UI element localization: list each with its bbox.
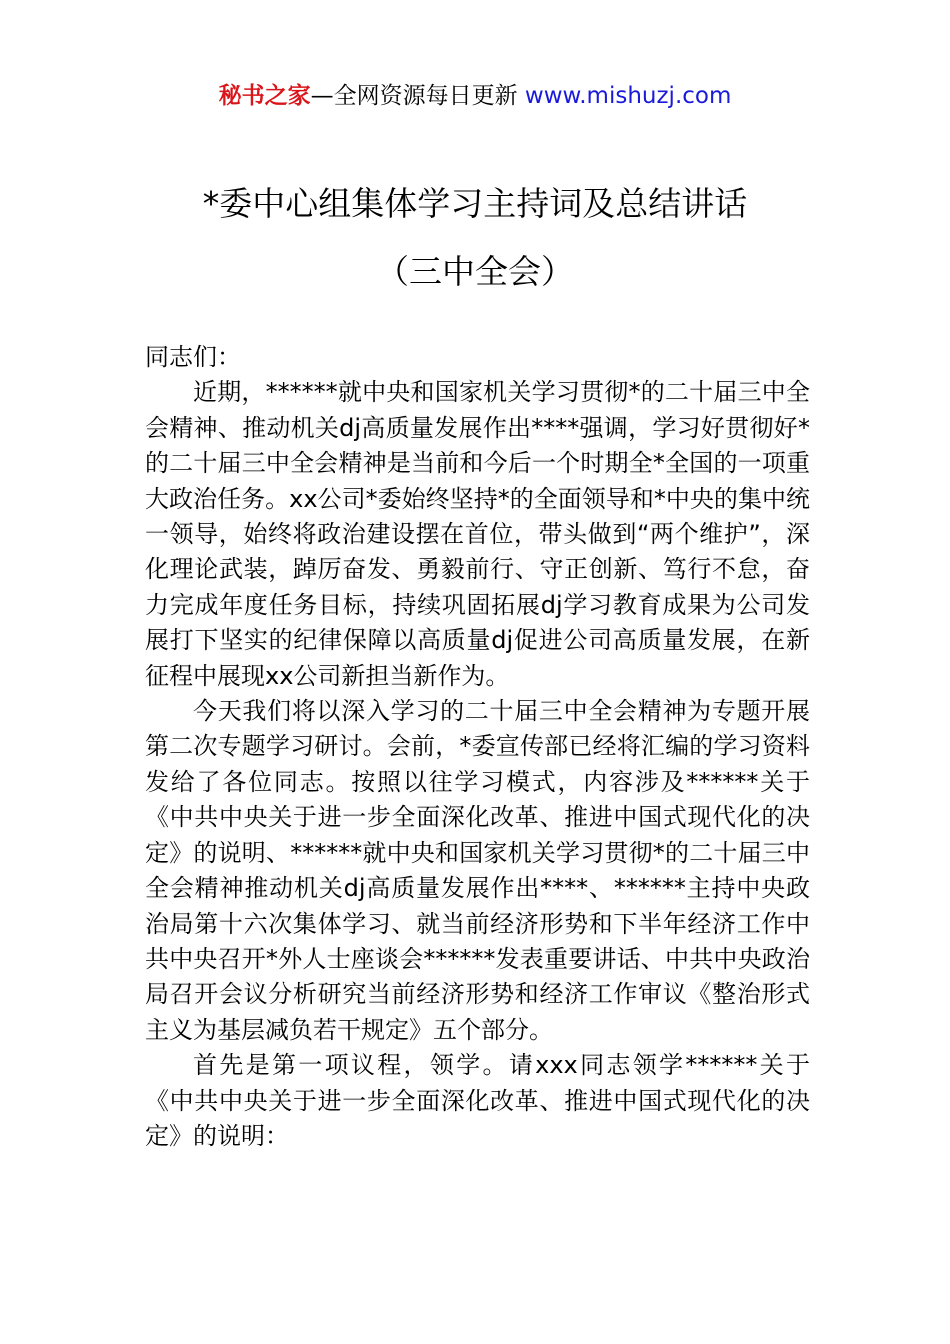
paragraph-3: 首先是第一项议程，领学。请xxx同志领学******关于《中共中央关于进一步全面深化改革、推进中国式现代化的决定》的说明： (145, 1051, 810, 1150)
document-title: *委中心组集体学习主持词及总结讲话 (202, 184, 748, 223)
site-brand: 秘书之家 (218, 83, 311, 109)
salutation: 同志们： (145, 343, 241, 371)
site-header (0, 80, 950, 112)
paragraph-2: 今天我们将以深入学习的二十届三中全会精神为专题开展第二次专题学习研讨。会前，*委宣传部已经将汇编的学习资料发给了各位同志。按照以往学习模式，内容涉及******关于《中共中央关于进一步全面深化改革、推进中国式现代化的决定》的说明、******就中央和国家机关学习贯彻*的二十届三中全会精神推动机关dj高质量发展作出****、******主持中央政治局第十六次集体学习、就当前经济形势和下半年经济工作中共中央召开*外人士座谈会******发表重要讲话、中共中央政治局召开会议分析研究当前经济形势和经济工作审议《整治形式主义为基层减负若干规定》五个部分。 (145, 697, 810, 1044)
site-url-link[interactable]: www.mishuzj.com (524, 83, 732, 109)
document-subtitle: （三中全会） (376, 252, 574, 291)
site-tagline: —全网资源每日更新 (310, 83, 525, 109)
paragraph-1: 近期，******就中央和国家机关学习贯彻*的二十届三中全会精神、推动机关dj高质量发展作出****强调，学习好贯彻好*的二十届三中全会精神是当前和今后一个时期全*全国的一项重大政治任务。xx公司*委始终坚持*的全面领导和*中央的集中统一领导，始终将政治建设摆在首位，带头做到“两个维护”，深化理论武装，踔厉奋发、勇毅前行、守正创新、笃行不怠，奋力完成年度任务目标，持续巩固拓展dj学习教育成果为公司发展打下坚实的纪律保障以高质量dj促进公司高质量发展，在新征程中展现xx公司新担当新作为。 (145, 378, 810, 690)
document-body (145, 340, 810, 1154)
